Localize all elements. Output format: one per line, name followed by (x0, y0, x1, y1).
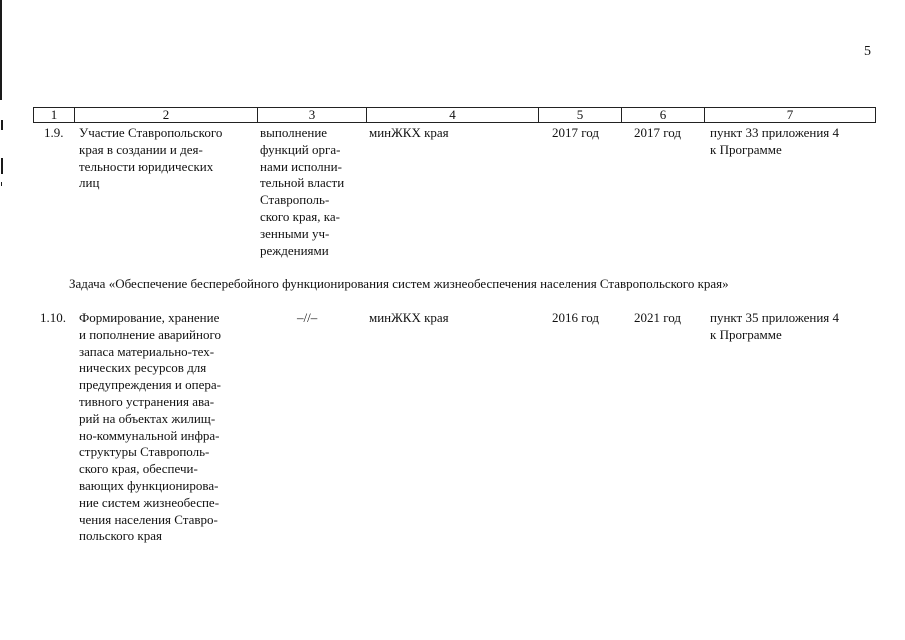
description-line: края в создании и дея- (79, 141, 203, 157)
reference-line: пункт 33 приложения 4 (710, 125, 840, 140)
description-line: тельности юридических (79, 158, 214, 174)
row-description (79, 125, 250, 192)
row-reference (710, 310, 868, 344)
row-executor: –//– (297, 310, 318, 325)
scan-edge-mark (1, 182, 2, 186)
executor-line: зенными уч- (260, 225, 330, 241)
reference-line: к Программе (710, 141, 782, 157)
executor-line: функций орга- (260, 141, 341, 157)
description-line: Участие Ставропольского (79, 125, 223, 140)
description-line: предупреждения и опера- (79, 377, 221, 393)
description-line: но-коммунальной инфра- (79, 427, 220, 443)
description-line: тивного устранения ава- (79, 393, 215, 409)
column-header-1: 1 (34, 108, 75, 122)
row-start-year: 2016 год (552, 310, 599, 325)
description-line: Формирование, хранение (79, 310, 220, 325)
description-line: лиц (79, 175, 100, 191)
description-line: ского края, обеспечи- (79, 461, 198, 477)
row-start-year: 2017 год (552, 125, 599, 140)
scan-edge-mark (1, 120, 3, 130)
reference-line: пункт 35 приложения 4 (710, 310, 840, 325)
executor-line: тельной власти (260, 175, 345, 191)
description-line: вающих функционирова- (79, 477, 219, 493)
executor-line: выполнение (260, 125, 328, 140)
row-responsible: минЖКХ края (369, 125, 449, 140)
row-end-year: 2017 год (634, 125, 681, 140)
executor-line: реждениями (260, 242, 329, 258)
scan-edge-mark (0, 0, 2, 100)
description-line: и пополнение аварийного (79, 326, 221, 342)
row-reference (710, 125, 868, 159)
column-header-3: 3 (258, 108, 367, 122)
column-header-7: 7 (786, 107, 794, 122)
task-heading: Задача «Обеспечение бесперебойного функционирования систем жизнеобеспечения населения Ставропольского края» (69, 276, 729, 291)
row-end-year: 2021 год (634, 310, 681, 325)
description-line: чения населения Ставро- (79, 511, 218, 527)
description-line: польского края (79, 528, 162, 544)
page-number: 5 (864, 44, 871, 59)
description-line: нических ресурсов для (79, 360, 207, 376)
column-header-4: 4 (367, 108, 539, 122)
column-header-2: 2 (75, 108, 258, 122)
row-responsible: минЖКХ края (369, 310, 449, 325)
description-line: рий на объектах жилищ- (79, 410, 216, 426)
row-executor (260, 125, 360, 259)
executor-line: ского края, ка- (260, 208, 340, 224)
table-header-row (33, 107, 876, 123)
description-line: структуры Ставрополь- (79, 444, 210, 460)
row-number: 1.10. (40, 310, 66, 325)
description-line: ние систем жизнеобеспе- (79, 494, 220, 510)
description-line: запаса материально-тех- (79, 343, 215, 359)
column-header-5: 5 (539, 108, 622, 122)
row-number: 1.9. (44, 125, 64, 140)
row-description (79, 310, 250, 545)
reference-line: к Программе (710, 326, 782, 342)
column-header-6: 6 (622, 108, 705, 122)
executor-line: нами исполни- (260, 158, 342, 174)
scan-edge-mark (1, 158, 3, 174)
executor-line: Ставрополь- (260, 192, 330, 208)
